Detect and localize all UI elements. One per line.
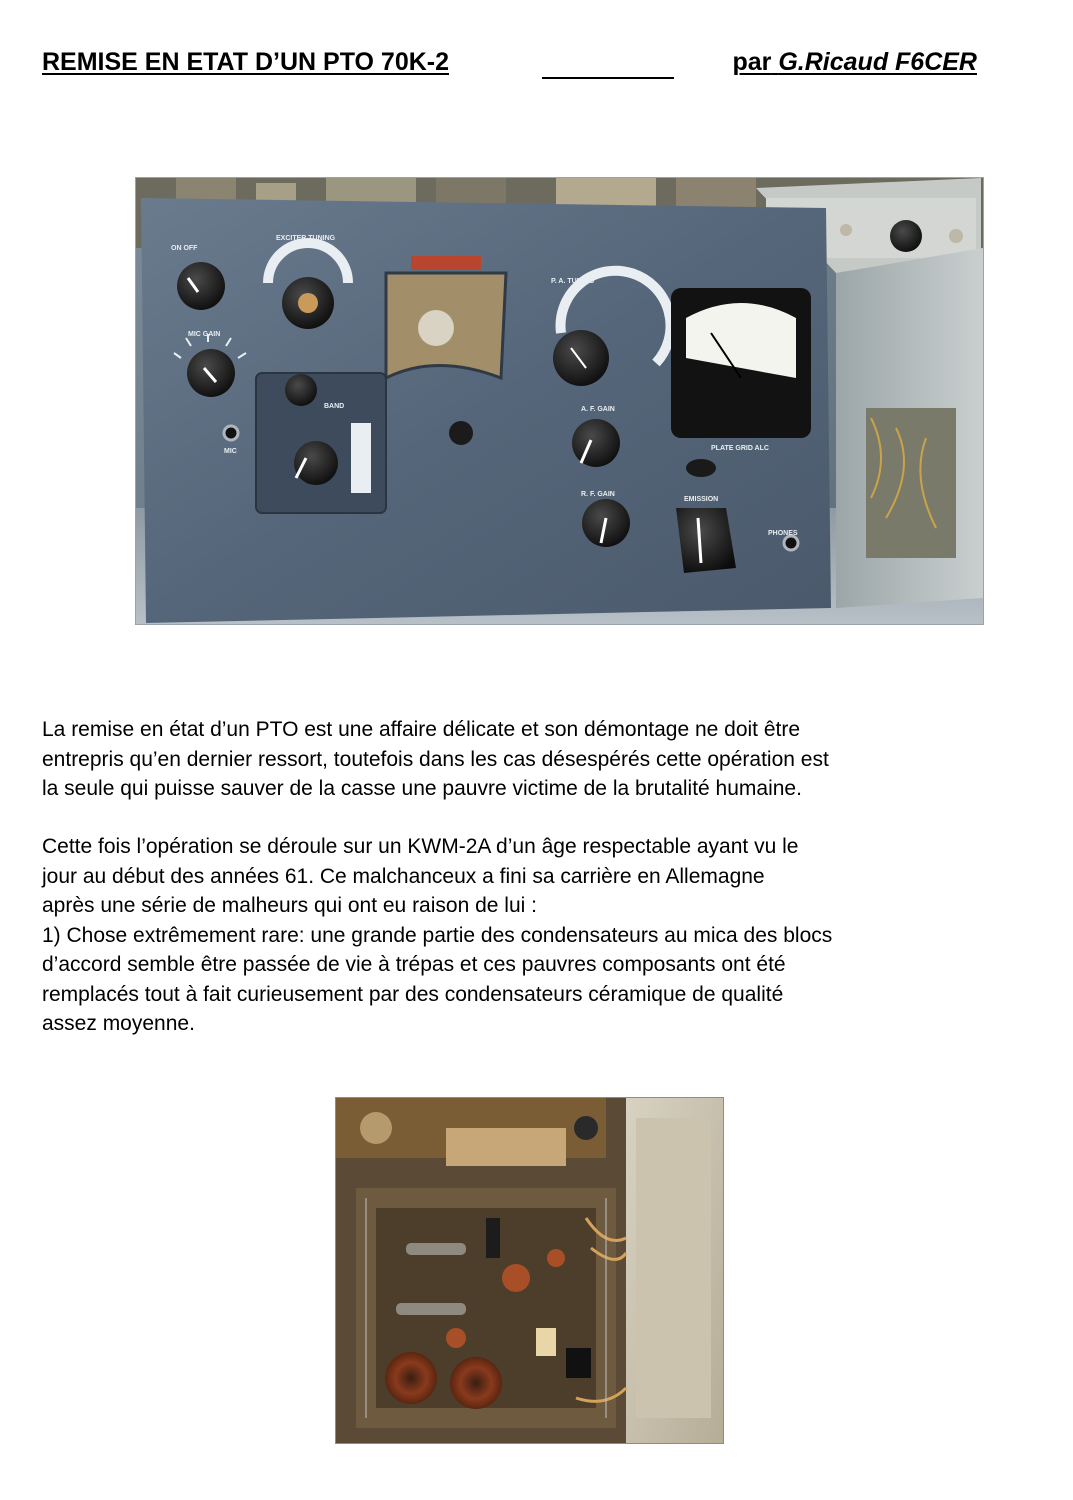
- pto-internals-photo: [335, 1097, 724, 1444]
- author-name: G.Ricaud F6CER: [778, 48, 977, 76]
- label-af-gain: A. F. GAIN: [581, 406, 615, 413]
- label-band: BAND: [324, 403, 345, 410]
- document-title: REMISE EN ETAT D’UN PTO 70K-2: [42, 48, 450, 76]
- label-rf-gain: R. F. GAIN: [581, 491, 615, 498]
- author-line: [732, 48, 977, 77]
- label-emission: EMISSION: [684, 496, 719, 503]
- title-underline-gap: [542, 77, 674, 79]
- paragraph-intro: La remise en état d’un PTO est une affaire délicate et son démontage ne doit être entrepris qu’en dernier ressort, toutefois dans les cas désespérés cette opération est la seule qui puisse sauver de la casse une pauvre victime de la brutalité humaine.: [42, 718, 829, 800]
- label-mic: MIC: [224, 448, 237, 455]
- paragraph-context: Cette fois l’opération se déroule sur un KWM-2A d’un âge respectable ayant vu le jour au début des années 61. Ce malchanceux a fini sa carrière en Allemagne après une série de malheurs qui ont eu raison de lui : 1) Chose extrêmement rare: une grande partie des condensateurs au mica des blocs d’accord semble être passée de vie à trépas et ces pauvres composants ont été remplacés tout à fait curieusement par des condensateurs céramique de qualité assez moyenne.: [42, 835, 833, 1035]
- front-panel-photo: [135, 177, 984, 625]
- document-title-row: [42, 48, 977, 82]
- label-pa-tuning: P. A. TUNING: [551, 278, 595, 285]
- label-on-off: ON OFF: [171, 245, 198, 252]
- by-label: par: [732, 48, 772, 76]
- label-mic-gain: MIC GAIN: [188, 331, 221, 338]
- label-phones: PHONES: [768, 530, 798, 537]
- pto-internals-illustration: [336, 1098, 723, 1443]
- label-exciter-tuning: EXCITER TUNING: [276, 235, 336, 242]
- front-panel-illustration: [136, 178, 983, 624]
- label-meter-scale: PLATE GRID ALC: [711, 445, 769, 452]
